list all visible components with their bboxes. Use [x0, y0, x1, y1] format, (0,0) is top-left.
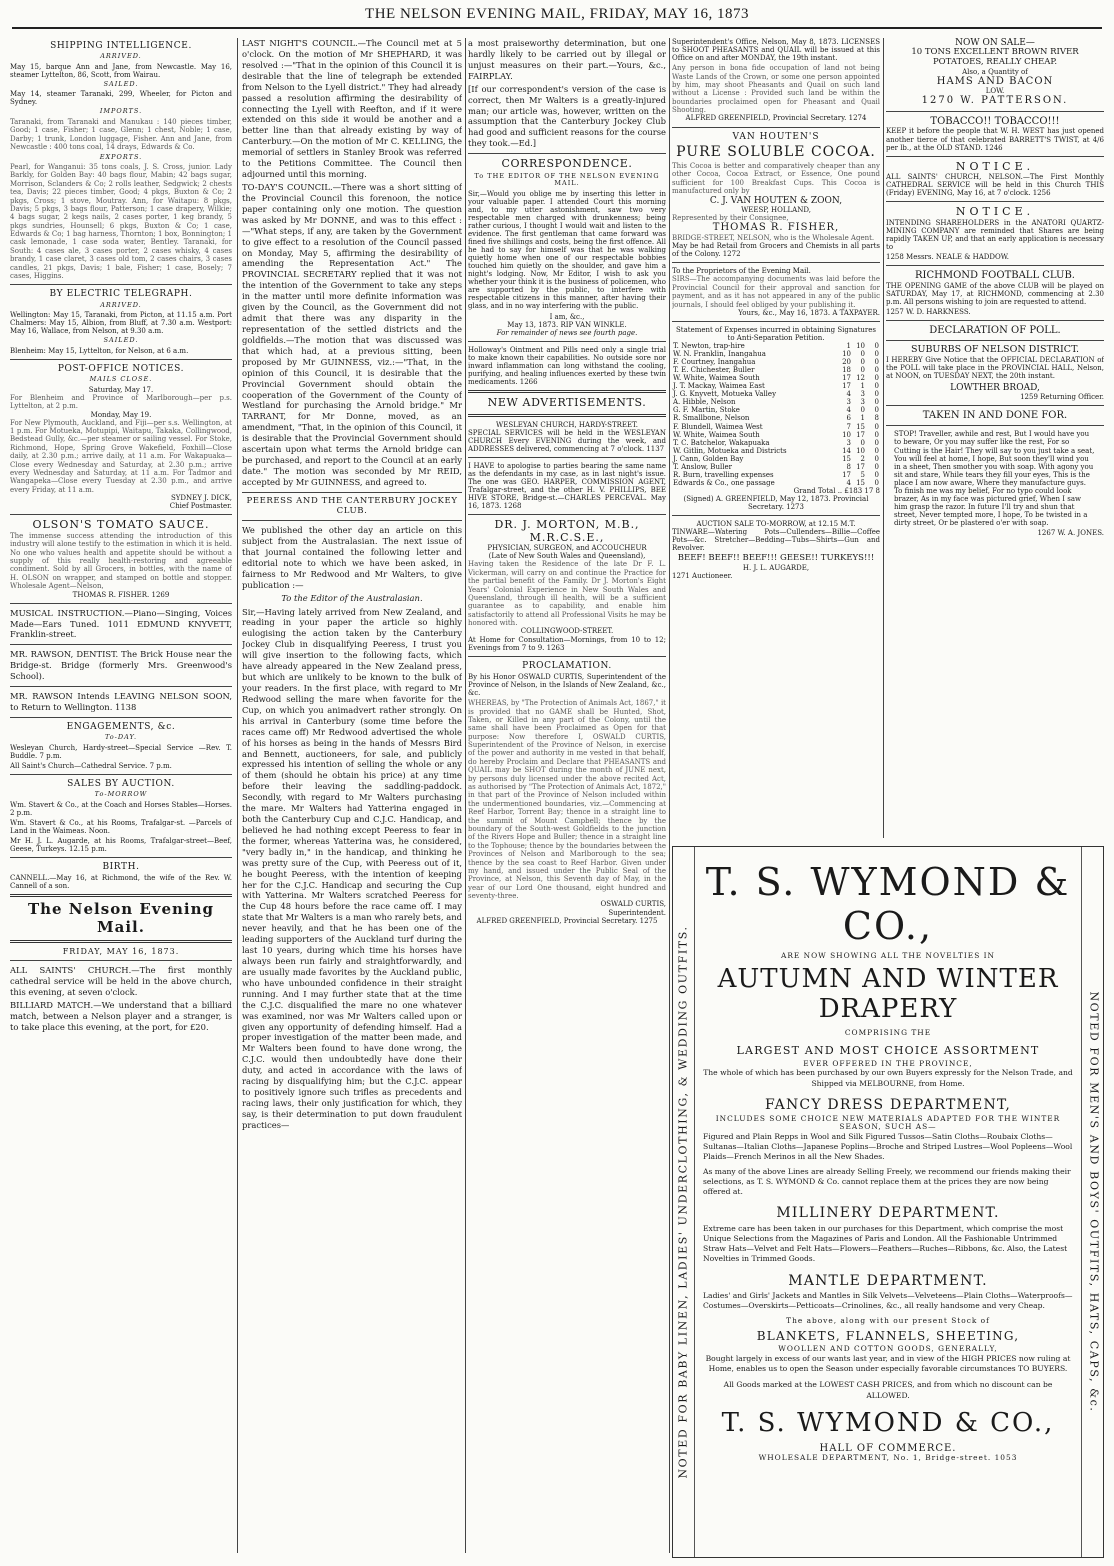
expense-row [672, 447, 880, 455]
expense-shillings: 15 [856, 478, 865, 487]
expense-shillings: 2 [860, 454, 865, 463]
expense-pounds: 18 [842, 366, 851, 375]
expense-pence: 0 [874, 350, 879, 359]
expense-pence: 0 [874, 406, 879, 415]
expense-row [672, 414, 880, 422]
auction-item: Wm. Stavert & Co., at his Rooms, Trafalgar-st. —Parcels of Land in the Waimeas. Noon. [10, 818, 232, 835]
taken-heading: TAKEN IN AND DONE FOR. [922, 409, 1068, 421]
council-last-night: LAST NIGHT'S COUNCIL.—The Council met at 5 o'clock. On the motion of Mr SHEPHARD, it was resolved :—"That in the opinion of this Council it is desirable that the line of telegraph be extended from Nelson to the Lyell district." They had already passed a resolution affirming the desirability of connecting the Lyell with Reefton, and if it were extended on this side it would be another and a better line than that already existing by way of Canterbury.—On the motion of Mr C. KELLING, the memorial of settlers in Stanley Brook was referred to the Petitions Committee. The Council then adjourned until this morning. [242, 38, 462, 180]
wymond-millinery: MILLINERY DEPARTMENT. [776, 1205, 1000, 1222]
mails-saturday-text: For Blenheim and Province of Marlborough—per p.s. Lyttelton, at 2 p.m. [10, 393, 232, 411]
expense-pence: 0 [874, 454, 879, 463]
expense-pence: 0 [874, 390, 879, 399]
wymond-fancy-sub: INCLUDES SOME CHOICE NEW MATERIALS ADAPTED FOR THE WINTER SEASON, SUCH AS— [715, 1113, 1061, 1132]
expense-pence: 0 [874, 382, 879, 391]
telegraph-arrived-label: ARRIVED. [100, 300, 142, 309]
expense-shillings: 0 [860, 438, 865, 447]
expense-pounds: 4 [846, 406, 851, 415]
doctor-heading: DR. J. MORTON, M.B., M.R.C.S.E., [494, 517, 640, 544]
expense-pence: 8 [874, 414, 879, 423]
hams-pre: Also, a Quantity of [962, 67, 1028, 76]
expense-shillings: 3 [860, 398, 865, 407]
taxpayer-heading: To the Proprietors of the Evening Mail. [672, 267, 811, 276]
post-heading: POST-OFFICE NOTICES. [57, 363, 185, 374]
tobacco-body: KEEP it before the people that W. H. WEST has just opened another tierce of that celebrated BARRETT'S TWIST, at 4/6 per lb., at the OLD STAND. 1246 [886, 127, 1104, 152]
editor-note: [If our correspondent's version of the case is correct, then Mr Walters is a greatly-injured man; our article was, however, written on the assumption that the Canterbury Jockey Club had good and sufficient reasons for the course they took.—Ed.] [468, 83, 666, 149]
engagements-today: To-DAY. [104, 733, 138, 742]
expense-row [672, 366, 880, 374]
poll-signature: LOWTHER BROAD, [950, 382, 1040, 393]
local-item: ALL SAINTS' CHURCH.—The first monthly cathedral service will be held in the above church, this evening, at seven o'clock. [10, 965, 232, 998]
football-heading: RICHMOND FOOTBALL CLUB. [915, 270, 1075, 282]
expense-name: A. Hibble, Nelson [673, 398, 736, 407]
wymond-footer: T. S. WYMOND & CO., [721, 1407, 1055, 1438]
expense-name: W. White, Waimea South [673, 430, 760, 439]
patterson-ad: 1270 W. PATTERSON. [921, 95, 1069, 107]
notice-heading: NOTICE. [955, 159, 1035, 173]
telegraph-sailed: Blenheim: May 15, Lyttelton, for Nelson, at 6 a.m. [10, 346, 189, 355]
correspondence-to: To THE EDITOR OF THE NELSON EVENING MAIL. [474, 171, 660, 188]
post-signature: SYDNEY J. DICK, [170, 494, 232, 503]
cocoa-title: PURE SOLUBLE COCOA. [676, 143, 876, 160]
expense-row [672, 423, 880, 431]
shipping-heading: SHIPPING INTELLIGENCE. [50, 41, 192, 51]
cocoa-agent-address: BRIDGE-STREET, NELSON, who is the Wholesale Agent. [672, 233, 875, 242]
correspondence-remainder: For remainder of news see fourth page. [496, 328, 638, 337]
expense-shillings: 17 [856, 430, 865, 439]
shipping-arrived-label: ARRIVED. [100, 52, 142, 61]
expense-table [672, 342, 880, 487]
expense-name: R. Smallbone, Nelson [673, 414, 750, 423]
wymond-right-side: NOTED FOR MEN'S AND BOYS' OUTFITS, HATS, CAPS, &c. [1081, 847, 1103, 1557]
doctor-body: Having taken the Residence of the late Dr F. L. Vickerman, will carry on and continue the Practice for the partial benefit of the Family. Dr J. Morton's Eight Years' Colonial Experience in New South Wales and Queensland, through ill health, will be a sufficient guarantee as to capability, and enable him satisfactorily to attend all Professional Visits he may be honored with. [468, 560, 666, 628]
expense-pence: 0 [874, 422, 879, 431]
cocoa-body: This Cocoa is better and comparatively cheaper than any other Cocoa, Cocoa Extract, or Essence, One pound sufficient for 100 Breakfast Cups. This Cocoa is manufactured only by [672, 161, 880, 196]
notice-body: INTENDING SHAREHOLDERS in the ANATORI QUARTZ-MINING COMPANY are reminded that Shares are being rapidly TAKEN UP, and that an early application is necessary to [886, 219, 1104, 252]
expense-pence: 0 [874, 358, 879, 367]
shipping-sailed: May 14, steamer Taranaki, 299, Wheeler, for Picton and Sydney. [10, 90, 232, 107]
wymond-title: T. S. WYMOND & CO., [705, 860, 1071, 948]
local-item: BILLIARD MATCH.—We understand that a billiard match, between a Nelson player and a stranger, is to take place this evening, at the port, for £20. [10, 999, 232, 1032]
expense-pounds: 15 [842, 454, 851, 463]
column-4 [672, 38, 880, 838]
tobacco-heading: TOBACCO!! TOBACCO!!! [930, 115, 1060, 127]
peeress-to-editor: To the Editor of the Australasian. [281, 592, 423, 603]
expense-row [672, 350, 880, 358]
doctor-location: (Late of New South Wales and Queensland), [488, 552, 646, 561]
expense-row [672, 439, 880, 447]
imports-text: Taranaki, from Taranaki and Manukau : 140 pieces timber, Good; 1 case, Fisher; 1 case, Glenn; 1 chest, Noble; 1 case, Darby; 1 trunk, London luggage, Fisher. Ann and Jane, from Newcastle : 400 tons coal, 14 drays, Edwards & Co. [10, 117, 232, 152]
expense-shillings: 17 [856, 462, 865, 471]
expense-row [672, 374, 880, 382]
hams-ad: HAMS AND BACON [936, 75, 1054, 87]
expense-shillings: 12 [856, 374, 865, 383]
expense-pounds: 3 [846, 398, 851, 407]
nameplate: The Nelson Evening Mail. [27, 900, 215, 936]
proclamation-sign-role: Superintendent. [608, 908, 666, 917]
cocoa-place: WEESP, HOLLAND, [741, 205, 811, 214]
expense-name: W. N. Franklin, Inangahua [673, 350, 766, 359]
wymond-fancy-body: Figured and Plain Repps in Wool and Silk Figured Tussos—Satin Cloths—Roubaix Cloths—Sultanas—Italian Cloths—Japanese Poplins—Broche and Striped Lustres—Wool Popleens—Wool Plaids—French Merinos in all the New Shades. [703, 1131, 1073, 1162]
exports-label: EXPORTS. [99, 152, 143, 161]
expense-name: G. F. Martin, Stoke [673, 406, 740, 415]
auction-tomorrow: To-MORROW [94, 790, 148, 799]
expense-pounds: 17 [842, 470, 851, 479]
masthead: THE NELSON EVENING MAIL, FRIDAY, MAY 16, 1873 [12, 6, 1102, 29]
peeress-intro: We published the other day an article on this subject from the Australasian. The next issue of that journal contained the following letter and editorial note to which we have been asked, in fairness to Mr Redwood and Mr Walters, to give publication :— [242, 525, 462, 590]
exports-text: Pearl, for Wanganui: 35 tons coals, J. S. Cross, junior. Lady Barkly, for Golden Bay: 40 bags flour, Mabin; 42 bags sugar, Morrison, Sclanders & Co; 2 rolls leather, Sedgwick; 2 chests tea, Davis; 22 pieces timber, Good; 4 pkgs, Buxton & Co; 2 pkgs, Cross; 1 stove, Moutray. Ann, for Waitapu: 8 pkgs, Davis; 5 pkgs, 3 bags flour, Patterson; 1 case drapery, Wilkie; 4 bags sugar, 2 kegs nails, 2 cases porter, 1 keg brandy, 5 pkgs sundries, Hounsell; 6 pkgs, Buxton & Co; 1 case, Edwards & Co; 1 bag harness, Thornton; 1 box, Bonnington; 1 cask lemonade, 1 case soda water, Bentley. Taranaki, for South: 4 cases ale, 3 cases porter, 2 cases whisky, 4 cases brandy, 1 case claret, 3 cases old tom, 2 cases chairs, 3 cases candles, 21 pkgs, Davis; 1 bale, Fisher; 1 case, Bosely; 7 cases, Higgins. [10, 162, 232, 281]
licenses-body: Any person in bona fide occupation of land not being Waste Lands of the Crown, or some one person appointed by him, may shoot Pheasants and Quail on such land without a License : Provided such land be within the boundaries proclaimed open for Pheasant and Quail Shooting. [672, 64, 880, 115]
expense-name: W. White, Waimea South [673, 374, 760, 383]
poll-role: 1259 Returning Officer. [1020, 392, 1104, 401]
expense-pounds: 1 [846, 342, 851, 351]
expense-pence: 0 [874, 470, 879, 479]
mails-monday: Monday, May 19. [90, 410, 152, 419]
expense-row [672, 479, 880, 487]
expense-name: Edwards & Co., one passage [673, 478, 775, 487]
grand-total-signature: (Signed) A. GREENFIELD, May 12, 1873. Provincial Secretary. 1273 [683, 494, 869, 511]
expense-name: W. Gitlin, Motueka and Districts [673, 446, 787, 455]
grand-total: Grand Total .. £183 17 8 [793, 486, 880, 495]
notice-body: ALL SAINTS' CHURCH, NELSON.—The First Monthly CATHEDRAL SERVICE will be held in this Church THIS (Friday) EVENING, May 16, at 7 o'clock. 1256 [886, 173, 1104, 198]
wymond-left-side: NOTED FOR BABY LINEN, LADIES' UNDERCLOTHING, & WEDDING OUTFITS. [673, 847, 695, 1557]
doctor-address: COLLINGWOOD-STREET. [520, 627, 614, 636]
cocoa-maker: C. J. VAN HOUTEN & ZOON, [709, 195, 843, 206]
birth-heading: BIRTH. [102, 862, 140, 873]
dentist-ad: MR. RAWSON, DENTIST. The Brick House near the Bridge-st. Bridge (formerly Mrs. Greenwood's School). [10, 649, 232, 682]
expense-shillings: 1 [860, 414, 865, 423]
expense-shillings: 15 [856, 422, 865, 431]
engagements-heading: ENGAGEMENTS, &c. [66, 722, 176, 732]
expense-pence: 0 [874, 398, 879, 407]
wymond-hall: HALL OF COMMERCE. [819, 1442, 957, 1454]
expense-pounds: 14 [842, 446, 851, 455]
shipping-sailed-label: SAILED. [103, 79, 139, 88]
expense-name: T. Anslow, Buller [673, 462, 732, 471]
music-ad: MUSICAL INSTRUCTION.—Piano—Singing, Voices Made—Ears Tuned. 1011 EDMUND KNYVETT, Franklin-street. [10, 607, 232, 640]
expense-name: J. G. Knyvett, Motueka Valley [673, 390, 777, 399]
engagement-item: Wesleyan Church, Hardy-street—Special Service —Rev. T. Buddle. 7 p.m. [10, 743, 232, 760]
wesleyan-ad: SPECIAL SERVICES will be held in the WESLEYAN CHURCH Every EVENING during the week, and ADDRESSES delivered, commencing at 7 o'clock. 1137 [468, 428, 666, 453]
expense-name: F. Courtney, Inangahua [673, 358, 756, 367]
expense-row [672, 471, 880, 479]
licenses-signature: ALFRED GREENFIELD, Provincial Secretary. 1274 [685, 114, 867, 123]
wymond-comprising: COMPRISING THE [844, 1027, 932, 1037]
expense-pounds: 17 [842, 374, 851, 383]
column-1 [10, 38, 232, 1553]
expense-pence: 0 [874, 446, 879, 455]
expense-pence: 0 [874, 430, 879, 439]
correspondence-heading: CORRESPONDENCE. [501, 157, 633, 171]
expense-pence: 0 [874, 438, 879, 447]
wymond-blankets: BLANKETS, FLANNELS, SHEETING, [756, 1328, 1020, 1343]
on-sale-heading: NOW ON SALE— [955, 38, 1035, 48]
proclamation-intro: By his Honor OSWALD CURTIS, Superintendent of the Province of Nelson, in the Islands of New Zealand, &c., &c. [468, 672, 666, 698]
taxpayer-body: SIRS—The accompanying documents was laid before the Provincial Council for their approval and sanction for payment, and as it has not appeared in any of the public journals, I should feel obliged by your publishing it. [672, 275, 880, 309]
expense-row [672, 431, 880, 439]
proclamation-heading: PROCLAMATION. [522, 660, 612, 671]
holloway-ad: Holloway's Ointment and Pills need only a single trial to make known their capabilities. No outside sore nor inward inflammation can long withstand the cooling, purifying, and healing influences exerted by these twin medicaments. 1266 [468, 345, 666, 386]
new-ads-heading: NEW ADVERTISEMENTS. [487, 395, 647, 409]
expense-shillings: 0 [860, 358, 865, 367]
wymond-ever: EVER OFFERED IN THE PROVINCE, [803, 1058, 973, 1068]
apology-ad: I HAVE to apologise to parties bearing the same name as the defendants in my case, as in last night's issue. The one was GEO. HARPER, COMMISSION AGENT, Trafalgar-street, and the other H. V. PHILLIPS, BEE HIVE STORE, Bridge-st.—CHARLES PERCEVAL. May 16, 1873. 1268 [468, 461, 666, 510]
tomato-title: OLSON'S TOMATO SAUCE. [32, 518, 210, 532]
expense-name: T. E. Chichester, Buller [673, 366, 755, 375]
poll-sub: SUBURBS OF NELSON DISTRICT. [910, 344, 1080, 356]
expense-pounds: 8 [846, 462, 851, 471]
notice-signature: 1258 Messrs. NEALE & HADDOW. [886, 253, 1009, 262]
expense-name: J. T. Mackay, Waimea East [673, 382, 765, 391]
expense-name: F. Blundell, Waimea West [673, 422, 763, 431]
column-3 [468, 38, 666, 1553]
wymond-advertisement [672, 846, 1104, 1558]
expense-row [672, 406, 880, 414]
expense-pounds: 3 [846, 438, 851, 447]
expense-row [672, 358, 880, 366]
expense-row [672, 342, 880, 350]
expense-shillings: 10 [856, 342, 865, 351]
expense-pence: 0 [874, 342, 879, 351]
wesleyan-heading: WESLEYAN CHURCH, HARDY-STREET. [496, 420, 638, 429]
auction-item: Mr H. J. L. Augarde, at his Rooms, Trafalgar-street—Beef, Geese, Turkeys. 12.15 p.m. [10, 836, 232, 853]
proclamation-sign: OSWALD CURTIS, [600, 900, 666, 909]
column-rule [669, 38, 670, 1553]
poem-signature: 1267 W. A. JONES. [1037, 528, 1104, 537]
poll-body: I HEREBY Give Notice that the OFFICIAL DECLARATION of the POLL will take place in the PROVINCIAL HALL, Nelson, at NOON, on TUESDAY NEXT, the 20th instant. [886, 356, 1104, 381]
correspondence-sign: I am, &c., [549, 312, 585, 321]
expense-name: R. Burn, travelling expenses [673, 470, 774, 479]
auction-sale-heading: AUCTION SALE TO-MORROW, at 12.15 M.T. [696, 520, 856, 529]
wymond-above: The above, along with our present Stock of [786, 1316, 990, 1326]
tomato-agent: THOMAS R. FISHER. 1269 [72, 590, 170, 599]
column-2 [242, 38, 462, 1553]
engagement-item: All Saint's Church—Cathedral Service. 7 p.m. [10, 761, 172, 770]
telegraph-heading: BY ELECTRIC TELEGRAPH. [49, 289, 193, 300]
cocoa-represented: Represented by their Consignee, [672, 213, 789, 222]
auction-item: Wm. Stavert & Co., at the Coach and Horses Stables—Horses. 2 p.m. [10, 800, 232, 817]
telegraph-arrived: Wellington: May 15, Taranaki, from Picton, at 11.15 a.m. Port Chalmers: May 15, Albion, from Bluff, at 7.30 a.m. Westport: May 16, Wallace, from Nelson, at 9.30 a.m. [10, 311, 232, 336]
auction-heading: SALES BY AUCTION. [67, 778, 175, 789]
expense-pounds: 10 [842, 430, 851, 439]
hams-low: LOW. [985, 87, 1005, 96]
tomato-body: The immense success attending the introduction of this industry will alone testify to the estimation in which it is held. No one who values health and appetite should be without a supply of this really health-restoring and agreeable condiment. Sold by all Grocers, in bottles, with the name of H. OLSON on wrapper, and stamped on bottle and stopper. Wholesale Agent—Nelson, [10, 531, 232, 591]
expense-name: T. C. Batchelor, Wakapuaka [673, 438, 770, 447]
expense-shillings: 1 [860, 382, 865, 391]
expense-shillings: 10 [856, 446, 865, 455]
wymond-bought: Bought largely in excess of our wants last year, and in view of the HIGH PRICES now ruling at Home, enables us to open the Season under especially favorable circumstances TO BUYERS. [705, 1353, 1071, 1374]
peeress-letter: Sir,—Having lately arrived from New Zealand, and reading in your paper the article so highly eulogising the action taken by the Canterbury Jockey Club in disqualifying Peeress, I trust you will give insertion to the following facts, which have already appeared in the New Zealand press, but which are unlikely to be known to the bulk of your readers. In the first place, with regard to Mr Redwood selling the mare when favorite for the Cup, on which you animadvert rather strongly. On his arrival in Canterbury (some time before the races came off) Mr Redwood advertised the whole of his horses as being in the hands of Messrs Bird and Bennett, auctioneers, for sale, and publicly expressed his intention of selling the whole or any of them (should he obtain his price) at any time before their leaving the saddling-paddock. Secondly, with regard to Mr Walters purchasing the mare. Mr Walters had Yatterina engaged in both the Canterbury Cup and C.J.C. Handicap, and believed he had nothing except Peeress to fear in the former, whereas Yatterina was, he considered, "very badly in," in the handicap, and thinking he was pretty sure of the Cup, with Peeress out of it, he bought Peeress, with the intention of keeping her for the C.J.C. Handicap and securing the Cup with Yatterina. Mr Walters scratched Peeress for the Cup 48 hours before the race came off. I may state that Mr Walters is a man who rarely bets, and never heavily, and that he has been one of the leading supporters of the Auckland turf during the last 10 years, during which time his horses have always been run fairly and straightforwardly, and are usually made favorites by the Auckland public, who have unbounded confidence in their straight running. And I may further state that at the time the C.J.C. disqualified the mare no one whatever was examined, nor was Mr Walters called upon or given any opportunity of defending himself. Had a proper investigation of the matter been made, and Mr Walters been found to have done wrong, the C.J.C. would then undoubtedly have done their duty, and acted in accordance with the laws of racing by disqualifying him; but the C.J.C. appear to positively ignore such trifles as precedents and racing laws, their only justification for which, they say, is their determination to put down fraudulent practices— [242, 606, 462, 1130]
licenses-ad: Superintendent's Office, Nelson, May 8, 1873. LICENSES to SHOOT PHEASANTS and QUAIL will be issued at this Office on and after MONDAY, the 19th instant. [672, 38, 880, 63]
wymond-woollen: WOOLLEN AND COTTON GOODS, GENERALLY, [778, 1344, 998, 1354]
column-rule [465, 38, 466, 1553]
doctor-hours: At Home for Consultation—Mornings, from 10 to 12; Evenings from 7 to 9. 1263 [468, 635, 666, 652]
expense-shillings: 0 [860, 350, 865, 359]
wymond-whole: The whole of which has been purchased by our own Buyers expressly for the Nelson Trade, and Shipped via MELBOURNE, from Home. [703, 1068, 1073, 1088]
mails-monday-text: For New Plymouth, Auckland, and Fiji—per s.s. Wellington, at 1 p.m. For Motueka, Motupipi, Waitapu, Takaka, Collingwood, Bedstead Gully, &c.—per steamer or sailing vessel. For Stoke, Richmond, Hope, Spring Grove Wakefield, Foxhill—Close daily, at 2.30 p.m.; arrive daily, at 11 a.m. For Wakapuaka—Close every Wednesday and Saturday, at 2.30 p.m.; arrive every Wednesday and Saturday, at 11 a.m. For Tadmor and Wangapeka—Close every Tuesday at 2.30 p.m., and arrive every Friday, at 11 a.m. [10, 418, 232, 494]
imports-label: IMPORTS. [99, 107, 143, 116]
augarde-name: H. J. L. AUGARDE, [742, 563, 810, 572]
fairplay-end: a most praiseworthy determination, but one hardly likely to be carried out by illegal or unjust measures on their part.—Yours, &c., FAIRPLAY. [468, 38, 666, 81]
expense-pounds: 7 [846, 422, 851, 431]
beef-line: BEEF! BEEF!! BEEF!!! GEESE!! TURKEYS!!! [677, 553, 875, 564]
expense-row [672, 398, 880, 406]
wymond-fancy-note: As many of the above Lines are already Selling Freely, we recommend our friends making their selections, as T. S. WYMOND & Co. cannot replace them at the prices they are now being offered at. [703, 1166, 1071, 1197]
expense-row [672, 455, 880, 463]
taxpayer-signature: Yours, &c., May 16, 1873. A TAXPAYER. [738, 308, 880, 317]
expense-pounds: 4 [846, 390, 851, 399]
statement-heading: Statement of Expenses incurred in obtaining Signatures to Anti-Separation Petition. [675, 325, 876, 342]
wymond-mantle-body: Ladies' and Girls' Jackets and Mantles in Silk Velvets—Velveteens—Plain Cloths—Waterproofs—Costumes—Overskirts—Petticoats—Crinolines, &c., all really handsome and very Cheap. [703, 1290, 1073, 1310]
wymond-marked: All Goods marked at the LOWEST CASH PRICES, and from which no discount can be ALLOWED. [723, 1380, 1053, 1400]
cocoa-tail: May be had Retail from Grocers and Chemists in all parts of the Colony. 1272 [672, 242, 880, 259]
column-rule [237, 38, 238, 1553]
cocoa-head: VAN HOUTEN'S [732, 131, 820, 142]
expense-name: J. Cann, Golden Bay [673, 454, 744, 463]
correspondence-date: May 13, 1873. RIP VAN WINKLE. [507, 320, 627, 329]
rawson-ad: MR. RAWSON Intends LEAVING NELSON SOON, to Return to Wellington. 1138 [10, 691, 232, 713]
augarde-number: 1271 Auctioneer. [672, 572, 733, 581]
poll-heading: DECLARATION OF POLL. [929, 324, 1061, 336]
proclamation-body: WHEREAS, by "The Protection of Animals Act, 1867," it is provided that no GAME shall be Hunted, Shot, Taken, or Killed in any part of the Colony, until the same shall have been Proclaimed as Open for that purpose: Now therefore I, OSWALD CURTIS, Superintendent of the Province of Nelson, in exercise of the power and authority in me vested in that behalf, do hereby Proclaim and Declare that PHEASANTS and QUAIL may be SHOT during the month of JUNE next, by persons duly licensed under the above recited Act, as authorised by "The Protection of Animals Act, 1872," in that part of the Province of Nelson included within the undermentioned boundaries, viz.—Commencing at Reef Harbor, Torrent Bay; thence in a straight line to the summit of Mount Campbell; thence by the boundary of the South-west Goldfields to the junction of the Rivers Hope and Buller; thence in a straight line to the Tophouse; thence by the boundaries between the Provinces of Nelson and Marlborough to the sea; thence by the sea coast to Reef Harbor. Given under my hand, and issued under the Public Seal of the Province, at Nelson, this Seventh day of May, in the year of our Lord One thousand, eight hundred and seventy-three. [468, 699, 666, 901]
wymond-largest: LARGEST AND MOST CHOICE ASSORTMENT [736, 1044, 1040, 1058]
dateline: FRIDAY, MAY 16, 1873. [62, 946, 180, 956]
expense-shillings: 0 [860, 406, 865, 415]
column-5 [886, 38, 1104, 838]
wymond-showing: ARE NOW SHOWING ALL THE NOVELTIES IN [780, 951, 996, 961]
football-signature: 1257 W. D. HARKNESS. [886, 307, 971, 316]
birth-text: CANNELL.—May 16, at Richmond, the wife of the Rev. W. Cannell of a son. [10, 874, 232, 891]
expense-pounds: 17 [842, 382, 851, 391]
expense-row [672, 382, 880, 390]
poem: STOP! Traveller, awhile and rest, But I would have you to beware, Or you may suffer like the rest, For so Cutting is the Hair! They will say to you just take a seat, You will feel at home, I hope, But soon they'll wind you in a sheet, Then smother you with soap. With agony you sit and stare, While tears they fill your eyes, This is the place I am now aware, Where they manufacture guys. To finish me was my belief, For no typo could look brazer, As in my face was pictured grief, When I saw him grasp the razor. In future I'll try and shun that street, Never tempted more, I hope, To be twisted in a dirty street, Or be plastered o'er with soap. [894, 430, 1095, 527]
expense-pounds: 10 [842, 350, 851, 359]
expense-shillings: 3 [860, 390, 865, 399]
expense-shillings: 0 [860, 366, 865, 375]
expense-row [672, 390, 880, 398]
shipping-arrived: May 15, barque Ann and Jane, from Newcastle. May 16, steamer Lyttelton, 86, Scott, from Wairau. [10, 62, 232, 79]
wymond-millinery-body: Extreme care has been taken in our purchases for this Department, which comprise the most Unique Selections from the Magazines of Paris and London. All the Fashionable Untrimmed Straw Hats—Velvet and Felt Hats—Flowers—Feathers—Ruches—Ribbons, &c. Also, the Latest Novelties in Trimmed Goods. [703, 1223, 1068, 1264]
expense-pence: 0 [874, 462, 879, 471]
potatoes-ad: 10 TONS EXCELLENT BROWN RIVER POTATOES, REALLY CHEAP. [911, 47, 1079, 68]
wymond-fancy: FANCY DRESS DEPARTMENT, [764, 1096, 1012, 1113]
column-rule [883, 38, 884, 838]
doctor-sub: PHYSICIAN, SURGEON, and ACCOUCHEUR [487, 544, 647, 553]
mails-label: MAILS CLOSE. [89, 375, 153, 384]
expense-pence: 0 [874, 374, 879, 383]
mails-saturday: Saturday, May 17. [88, 385, 154, 394]
peeress-heading: PEERESS AND THE CANTERBURY JOCKEY CLUB. [246, 495, 458, 516]
expense-pence: 0 [874, 478, 879, 487]
expense-pounds: 4 [846, 478, 851, 487]
expense-pounds: 6 [846, 414, 851, 423]
expense-pence: 0 [874, 366, 879, 375]
football-body: THE OPENING GAME of the above CLUB will be played on SATURDAY, May 17, at RICHMOND, commencing at 2.30 p.m. All persons wishing to join are requested to attend. [886, 281, 1104, 306]
cocoa-agent: THOMAS R. FISHER, [712, 222, 840, 234]
proclamation-attest: ALFRED GREENFIELD, Provincial Secretary. 1275 [476, 916, 658, 925]
wymond-mantle: MANTLE DEPARTMENT. [788, 1272, 988, 1289]
council-today: TO-DAY'S COUNCIL.—There was a short sitting of the Provincial Council this forenoon, the notice paper containing only one motion. The question was asked by Mr DONNE, and was to this effect :—"What steps, if any, are taken by the Government to give effect to a resolution of the Council passed on Monday, May 5, affirming the desirability of amending the Representation Act." The PROVINCIAL SECRETARY replied that it was not the intention of the Government to take any steps in the matter until more definite information was given by the Council, as the Government did not admit that there was any disparity in the representation of the settled districts and the goldfields.—The motion that was discussed was that which had, at a previous sitting, been proposed by Mr GUINNESS, viz.:—"That, in the opinion of this Council, it is desirable that the Provincial Government should obtain the cooperation of the Government of the County of Westland for purchasing the Arnold bridge." Mr TARRANT, for Mr Donne, moved, as an amendment, "That, in the opinion of this Council, it is desirable that the Provincial Government should ascertain upon what terms the Arnold bridge can be purchased, and report to the Council at an early date." The motion was seconded by Mr REID, accepted by Mr GUINNESS, and agreed to. [242, 181, 462, 487]
telegraph-sailed-label: SAILED. [103, 336, 139, 345]
post-signature-role: Chief Postmaster. [169, 502, 232, 511]
wymond-autumn: AUTUMN AND WINTER DRAPERY [717, 963, 1059, 1024]
expense-row [672, 463, 880, 471]
wymond-address: WHOLESALE DEPARTMENT, No. 1, Bridge-street. 1053 [758, 1453, 1018, 1463]
expense-shillings: 5 [860, 470, 865, 479]
expense-name: T. Newton, trap-hire [673, 342, 745, 351]
notice-heading: NOTICE. [955, 205, 1035, 219]
auction-sale-body: TINWARE—Watering Pots—Cullenders—Billie—Coffee Pots—&c. Stretcher—Bedding—Tubs—Shirts—Gun and Revolver. [672, 528, 880, 553]
expense-pounds: 20 [842, 358, 851, 367]
correspondence-letter: Sir,—Would you oblige me by inserting this letter in your valuable paper. I attended Court this morning and, to my utter astonishment, saw two very respectable men charged with drunkenness; being rather curious, I thought I would wait and listen to the evidence. The first gentleman that came forward was fined five shillings and costs, being the first offence. All he had to say for himself was that he was walking quietly home when one of our respectable bobbies touched him quietly on the shoulder, and gave him a night's lodging. Now, Mr Editor, I wish to ask you whether your think it is the business of policemen, who are supported by the public, to interfere with respectable citizens in this manner, after having their glass, and in no way interfering with the public. [468, 189, 666, 311]
